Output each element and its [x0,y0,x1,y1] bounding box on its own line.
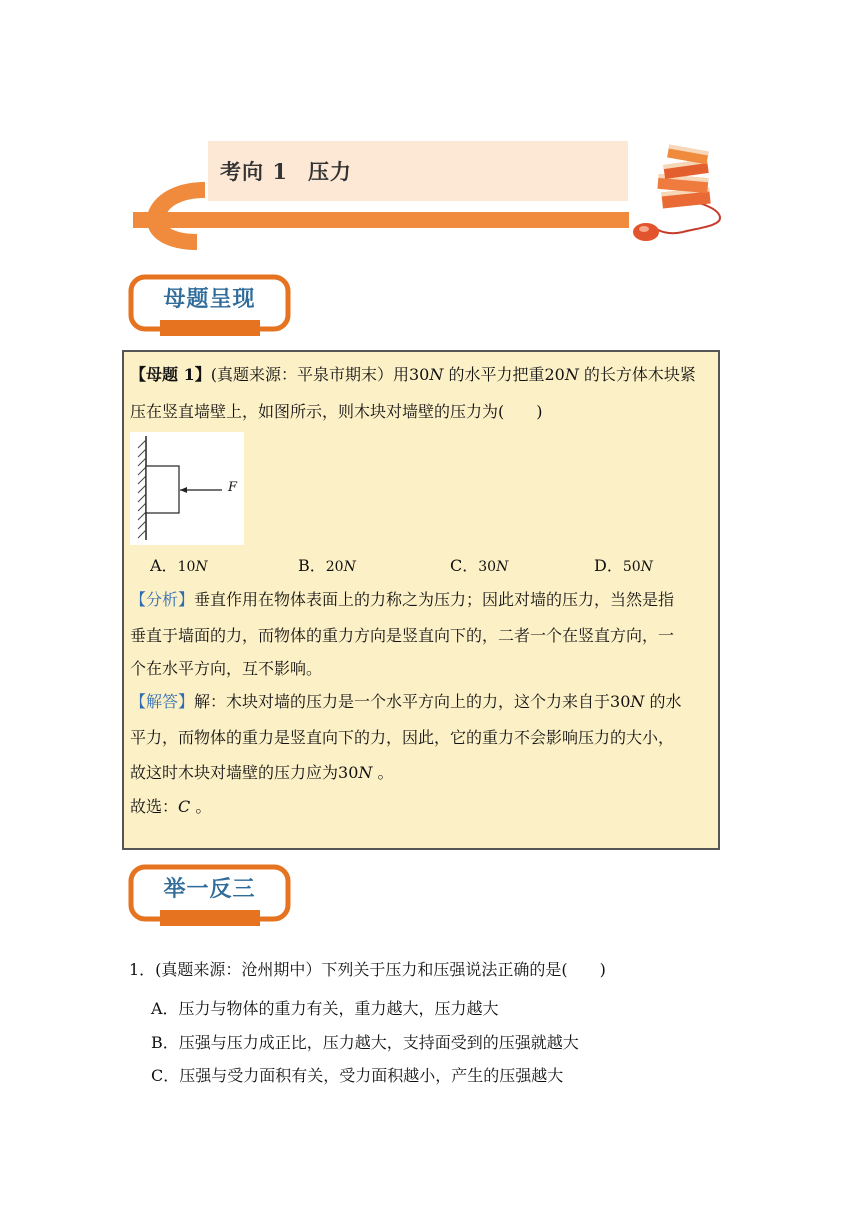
example-source: (真题来源：平泉市期末） [210,365,393,384]
option-letter: D． [594,556,623,575]
analysis-line-2: 垂直于墙面的力，而物体的重力方向是竖直向下的，二者一个在竖直方向，一 [130,626,675,645]
banner-bar [133,212,629,228]
analysis-line-3: 个在水平方向，互不影响。 [130,659,323,678]
banner-number: 1 [272,159,288,184]
option-letter: A． [150,556,178,575]
unit: N [564,365,579,384]
example-text: 的长方体木块紧 [583,365,696,384]
example-value: 20 [544,365,565,384]
answer-text: 解：木块对墙的压力是一个水平方向上的力，这个力来自于 [194,692,611,711]
answer-line-2: 平力，而物体的重力是竖直向下的力，因此，它的重力不会影响压力的大小， [130,728,675,747]
example-line-2: 压在竖直墙壁上，如图所示，则木块对墙壁的压力为( ) [130,402,543,421]
force-label: F [228,480,238,495]
option-value: 10 [177,559,196,575]
example-text: 用 [392,365,409,384]
example-line-1 [130,362,696,385]
question-1-option-a: A．压力与物体的重力有关，重力越大，压力越大 [151,999,499,1018]
example-value: 30 [408,365,430,384]
unit: N [195,559,208,575]
choose-label: 故选： [130,797,179,816]
analysis-text: 垂直作用在物体表面上的力称之为压力；因此对墙的压力，当然是指 [194,590,675,609]
example-tag: 【母题 1】 [130,365,211,384]
answer-tag: 【解答】 [130,692,195,711]
wall-block-figure [130,432,244,545]
option-d [594,553,653,576]
answer-line-3 [130,760,393,783]
section-label-mother-question [128,274,291,338]
unit: N [630,692,645,711]
analysis-tag: 【分析】 [130,590,195,609]
option-letter: C． [450,556,479,575]
choose-line [130,794,211,817]
answer-value: 30 [610,692,631,711]
answer-text: 的水 [649,692,682,711]
option-value: 20 [325,559,344,575]
option-value: 30 [478,559,497,575]
answer-line-1 [130,689,682,712]
choose-value: C [178,797,191,816]
section-label-text: 举一反三 [163,876,256,902]
banner-topic: 压力 [307,159,352,184]
question-1-option-b: B．压强与压力成正比，压力越大，支持面受到的压强就越大 [151,1033,579,1052]
books-mouse-icon [628,140,728,246]
unit: N [358,763,373,782]
unit: N [429,365,444,384]
choose-end: 。 [195,797,212,816]
answer-value: 30 [338,763,359,782]
option-letter: B． [298,556,326,575]
answer-text: 故这时木块对墙壁的压力应为 [130,763,339,782]
unit: N [343,559,356,575]
example-text: 的水平力把重 [448,365,545,384]
unit: N [496,559,509,575]
option-a [150,553,208,576]
question-1-option-c: C．压强与受力面积有关，受力面积越小，产生的压强越大 [151,1066,564,1085]
question-1-stem: 1．(真题来源：沧州期中）下列关于压力和压强说法正确的是( ) [129,960,606,979]
unit: N [640,559,653,575]
option-c [450,553,508,576]
section-label-practice [128,864,291,928]
banner-kaoxiang: 考向 [220,159,264,184]
option-value: 50 [622,559,641,575]
section-label-text: 母题呈现 [163,286,256,312]
option-b [298,553,356,576]
answer-text: 。 [377,763,394,782]
analysis-line-1 [130,587,674,610]
banner-title [220,156,352,186]
